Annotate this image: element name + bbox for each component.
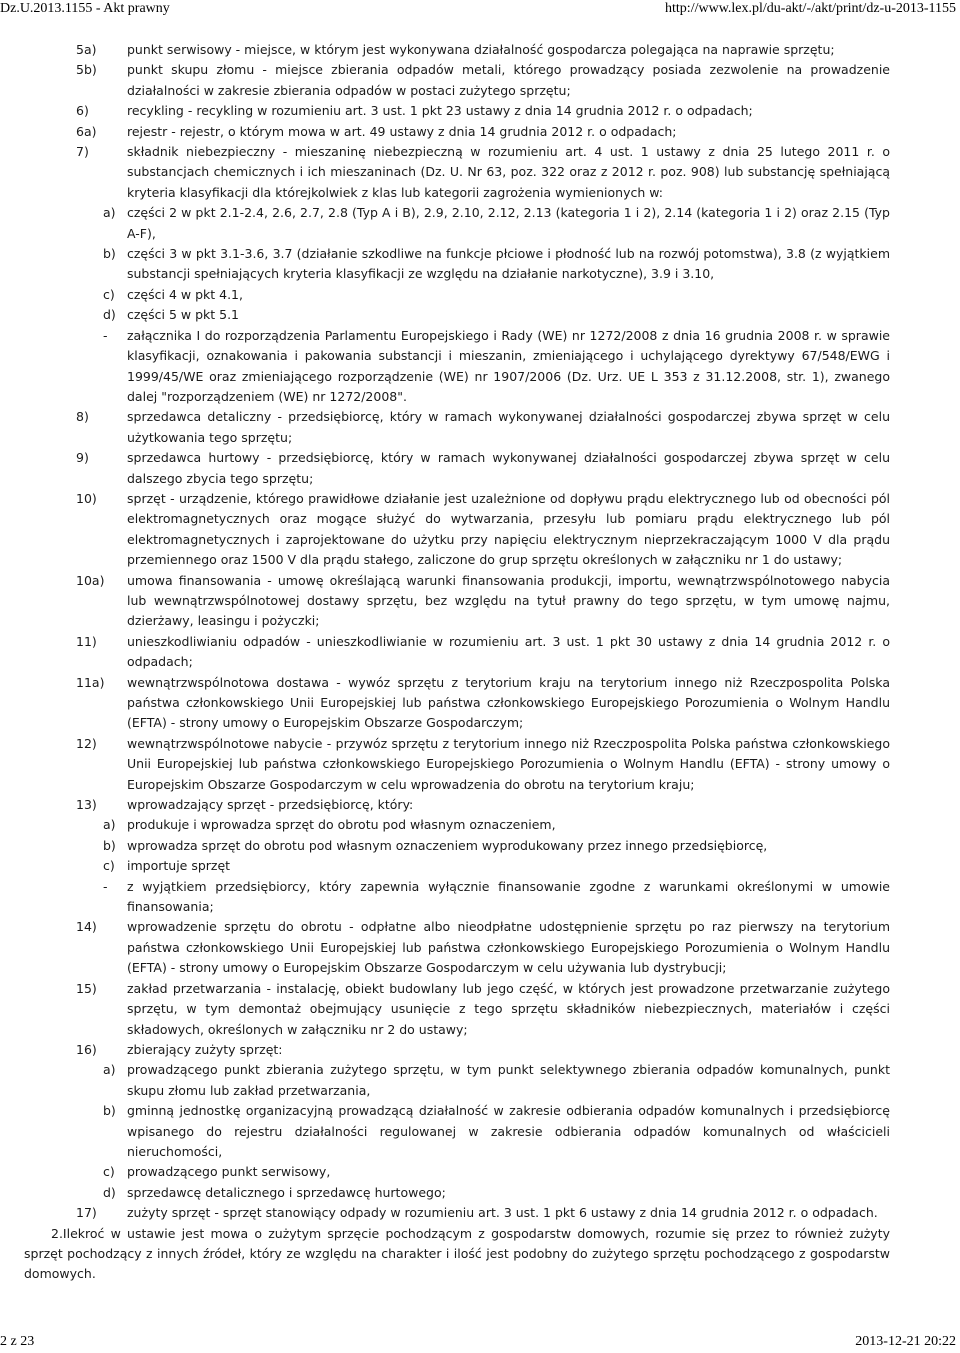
item-number: 10a) [76, 572, 105, 588]
item-text: wewnątrzwspólnotowe nabycie - przywóz sprzętu z terytorium innego niż Rzeczpospolita Polska państwa członkowskiego Unii Europejskiej lub państwa członkowskiego Europejskiego Porozumienia o Wolnym Handlu (EFTA) - strony umowy o Europejskim Obszarze Gospodarczym w celu wprowadzenia do obrotu na terytorium kraju; [127, 735, 890, 792]
item-number: 8) [76, 409, 89, 425]
page-number: 2 z 23 [0, 1334, 35, 1349]
sub-item-text: produkuje i wprowadza sprzęt do obrotu pod własnym oznaczeniem, [127, 817, 556, 833]
sub-item-text: wprowadza sprzęt do obrotu pod własnym oznaczeniem wyprodukowany przez innego przedsiębiorcę, [127, 837, 768, 853]
list-item [76, 795, 890, 815]
item-text: wprowadzenie sprzętu do obrotu - odpłatne albo nieodpłatne udostępnienie sprzętu po raz pierwszy na terytorium państwa członkowskiego Unii Europejskiej lub państwa członkowskiego Europejskiego Porozumienia o Wolnym Handlu (EFTA) - strony umowy o Europejskim Obszarze Gospodarczym w celu używania lub dystrybucji; [127, 919, 890, 976]
list-item [76, 1040, 890, 1060]
tail-dash: - [103, 327, 108, 343]
item-number: 14) [76, 919, 97, 935]
item-text: zbierający zużyty sprzęt: [127, 1041, 283, 1057]
sub-item-letter: a) [103, 817, 116, 833]
item-text: wprowadzający sprzęt - przedsiębiorcę, który: [127, 797, 414, 813]
sub-item-text: części 4 w pkt 4.1, [127, 286, 243, 302]
sub-list-item [76, 1162, 890, 1182]
sub-item-letter: a) [103, 205, 116, 221]
sub-item-text: prowadzącego punkt zbierania zużytego sprzętu, w tym punkt selektywnego zbierania odpadów komunalnych, punkt skupu złomu lub zakład przetwarzania, [127, 1062, 890, 1098]
item-text: wewnątrzwspólnotowa dostawa - wywóz sprzętu z terytorium kraju na terytorium innego niż Rzeczpospolita Polska państwa członkowskiego Unii Europejskiej lub państwa członkowskiego Europejskiego Porozumienia o Wolnym Handlu (EFTA) - strony umowy o Europejskim Obszarze Gospodarczym; [127, 674, 890, 731]
item-number: 6) [76, 103, 89, 119]
sub-list-item [76, 815, 890, 835]
page-header [0, 0, 960, 20]
sub-item-letter: d) [103, 1184, 116, 1200]
header-url: http://www.lex.pl/du-akt/-/akt/print/dz-u-2013-1155 [665, 1, 956, 16]
sub-list-item [76, 305, 890, 325]
item-text: zużyty sprzęt - sprzęt stanowiący odpady w rozumieniu art. 3 ust. 1 pkt 6 ustawy z dnia 14 grudnia 2012 r. o odpadach. [127, 1205, 878, 1221]
sub-item-letter: b) [103, 1103, 116, 1119]
sub-item-letter: c) [103, 1164, 115, 1180]
sub-list-item [76, 244, 890, 285]
item-text: sprzedawca hurtowy - przedsiębiorcę, który w ramach wykonywanej działalności gospodarczej zbywa sprzęt w celu dalszego zbycia tego sprzętu; [127, 450, 890, 486]
sub-list-item [76, 1101, 890, 1162]
item-text: recykling - recykling w rozumieniu art. 3 ust. 1 pkt 23 ustawy z dnia 14 grudnia 2012 r. o odpadach; [127, 103, 753, 119]
list-item [76, 142, 890, 203]
section-paragraph: 2.Ilekroć w ustawie jest mowa o zużytym sprzęcie pochodzącym z gospodarstw domowych, rozumie się przez to również zużyty sprzęt pochodzący z innych źródeł, który ze względu na charakter i ilość jest podobny do zużytego sprzętu pochodzącego z gospodarstw domowych. [24, 1225, 890, 1282]
list-item [76, 40, 890, 60]
list-item [76, 60, 890, 101]
item-number: 5b) [76, 62, 97, 78]
item-number: 12) [76, 735, 97, 751]
item-text: umowa finansowania - umowę określającą warunki finansowania produkcji, importu, wewnątrzwspólnotowego nabycia lub wewnątrzwspólnotowej dostawy sprzętu, bez względu na tytuł prawny do tego sprzętu, w tym umowę najmu, dzierżawy, leasingu i pożyczki; [127, 572, 890, 629]
item-number: 11a) [76, 674, 105, 690]
list-item [76, 734, 890, 795]
sub-list-item [76, 1060, 890, 1101]
sub-list-item [76, 1183, 890, 1203]
print-timestamp: 2013-12-21 20:22 [855, 1334, 956, 1349]
document-body [24, 40, 890, 1285]
page-footer [0, 1333, 960, 1353]
sub-item-letter: c) [103, 286, 115, 302]
header-document-title: Dz.U.2013.1155 - Akt prawny [0, 1, 170, 16]
list-item [76, 448, 890, 489]
sub-item-letter: b) [103, 246, 116, 262]
item-text: sprzęt - urządzenie, którego prawidłowe działanie jest uzależnione od dopływu prądu elektrycznego lub od obecności pól elektromagnetycznych oraz mogące służyć do wytwarzania, przesyłu lub pomiaru prądu elektrycznego lub pól elektromagnetycznych i zaprojektowane do użytku przy napięciu elektrycznym nieprzekraczającym 1000 V dla prądu przemiennego oraz 1500 V dla prądu stałego, zaliczone do grup sprzętu określonych w załączniku nr 1 do ustawy; [127, 490, 890, 568]
tail-dash: - [103, 878, 108, 894]
list-item [76, 1203, 890, 1223]
item-text: rejestr - rejestr, o którym mowa w art. 49 ustawy z dnia 14 grudnia 2012 r. o odpadach; [127, 123, 677, 139]
item-number: 9) [76, 450, 89, 466]
sub-item-text: prowadzącego punkt serwisowy, [127, 1164, 331, 1180]
item-number: 17) [76, 1205, 97, 1221]
sub-item-letter: a) [103, 1062, 116, 1078]
item-text: punkt skupu złomu - miejsce zbierania odpadów metali, którego prowadzący posiada zezwolenie na prowadzenie działalności w zakresie zbierania odpadów w postaci zużytego sprzętu; [127, 62, 890, 98]
item-number: 11) [76, 633, 97, 649]
sub-list-tail [76, 877, 890, 918]
list-item [76, 101, 890, 121]
item-text: zakład przetwarzania - instalację, obiekt budowlany lub jego część, w których jest prowadzone przetwarzanie zużytego sprzętu, w tym demontaż obejmujący usunięcie z tego sprzętu składników niebezpiecznych, materiałów i części składowych, określonych w załączniku nr 2 do ustawy; [127, 980, 890, 1037]
item-number: 6a) [76, 123, 97, 139]
list-item [76, 979, 890, 1040]
item-number: 16) [76, 1041, 97, 1057]
item-number: 5a) [76, 42, 97, 57]
tail-text: z wyjątkiem przedsiębiorcy, który zapewnia wyłącznie finansowanie zgodne z warunkami określonymi w umowie finansowania; [127, 878, 890, 915]
sub-item-letter: d) [103, 307, 116, 323]
item-text: unieszkodliwianiu odpadów - unieszkodliwianie w rozumieniu art. 3 ust. 1 pkt 30 ustawy z dnia 14 grudnia 2012 r. o odpadach; [127, 633, 890, 670]
sub-list-tail [76, 326, 890, 408]
item-text: sprzedawca detaliczny - przedsiębiorcę, który w ramach wykonywanej działalności gospodarczej zbywa sprzęt w celu użytkowania tego sprzętu; [127, 409, 890, 445]
item-text: punkt serwisowy - miejsce, w którym jest wykonywana działalność gospodarcza polegająca na naprawie sprzętu; [127, 42, 835, 57]
list-item [76, 122, 890, 142]
sub-item-text: części 3 w pkt 3.1-3.6, 3.7 (działanie szkodliwe na funkcje płciowe i płodność lub na rozwój potomstwa), 3.8 (z wyjątkiem substancji spełniających kryteria klasyfikacji ze względu na działanie narkotyczne), 3.9 i 3.10, [127, 246, 890, 282]
list-item [76, 571, 890, 632]
list-item [76, 489, 890, 571]
item-number: 10) [76, 490, 97, 506]
sub-item-letter: b) [103, 837, 116, 853]
sub-list-item [76, 203, 890, 244]
sub-item-text: importuje sprzęt [127, 858, 231, 874]
sub-list-item [76, 856, 890, 876]
tail-text: załącznika I do rozporządzenia Parlamentu Europejskiego i Rady (WE) nr 1272/2008 z dnia 16 grudnia 2008 r. w sprawie klasyfikacji, oznakowania i pakowania substancji i mieszanin, zmieniającego i uchylającego dyrektywy 67/548/EWG i 1999/45/WE oraz zmieniającego rozporządzenie (WE) nr 1907/2006 (Dz. Urz. UE L 353 z 31.12.2008, str. 1), zwanego dalej "rozporządzeniem (WE) nr 1272/2008". [127, 327, 890, 404]
sub-item-text: sprzedawcę detalicznego i sprzedawcę hurtowego; [127, 1184, 446, 1200]
list-item [76, 632, 890, 673]
sub-item-text: części 5 w pkt 5.1 [127, 307, 240, 323]
list-item [76, 917, 890, 978]
list-item [76, 673, 890, 734]
sub-item-text: części 2 w pkt 2.1-2.4, 2.6, 2.7, 2.8 (Typ A i B), 2.9, 2.10, 2.12, 2.13 (kategoria 1 i 2), 2.14 (kategoria 1 i 2) oraz 2.15 (Typ A-F), [127, 205, 890, 241]
item-number: 15) [76, 980, 97, 996]
list-item [76, 407, 890, 448]
item-number: 7) [76, 144, 89, 160]
sub-list-item [76, 285, 890, 305]
item-text: składnik niebezpieczny - mieszaninę niebezpieczną w rozumieniu art. 4 ust. 1 ustawy z dnia 25 lutego 2011 r. o substancjach chemicznych i ich mieszaninach (Dz. U. Nr 63, poz. 322 oraz z 2012 r. poz. 908) lub substancję spełniającą kryteria klasyfikacji dla którejkolwiek z klas lub kategorii zagrożenia wymienionych w: [127, 144, 890, 200]
sub-item-text: gminną jednostkę organizacyjną prowadzącą działalność w zakresie odbierania odpadów komunalnych i przedsiębiorcę wpisanego do rejestru działalności regulowanej w zakresie odbierania odpadów komunalnych od właścicieli nieruchomości, [127, 1103, 890, 1159]
item-number: 13) [76, 797, 97, 813]
sub-list-item [76, 836, 890, 856]
sub-item-letter: c) [103, 858, 115, 874]
